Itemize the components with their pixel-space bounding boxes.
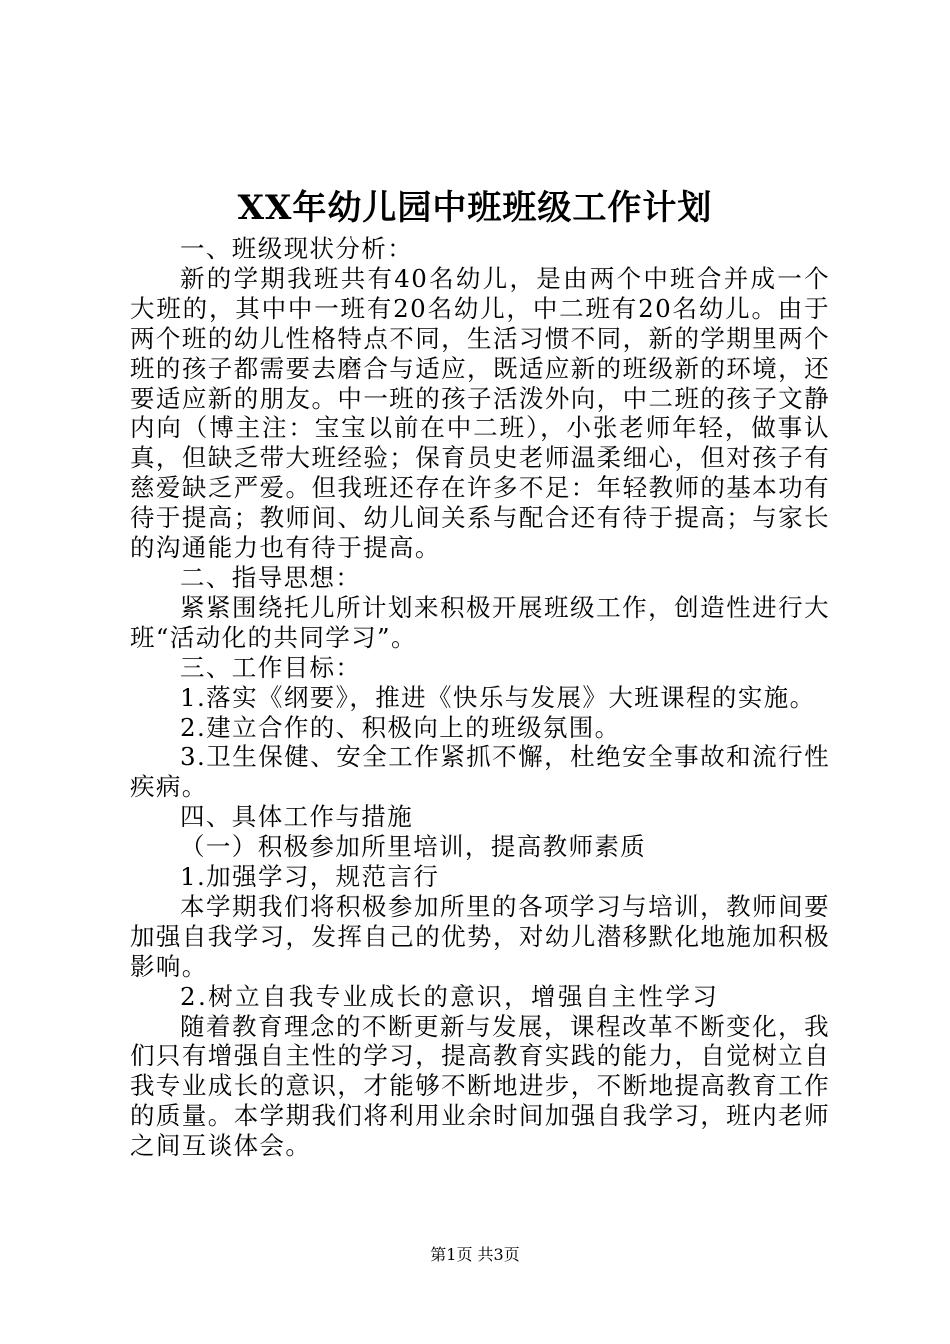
document-title: XX年幼儿园中班班级工作计划	[237, 188, 713, 228]
section-heading: 三、工作目标：	[180, 652, 362, 682]
list-item: 3.卫生保健、安全工作紧抓不懈，杜绝安全事故和流行性疾病。	[130, 742, 830, 802]
list-item: 1.落实《纲要》，推进《快乐与发展》大班课程的实施。	[180, 682, 816, 712]
document-body	[130, 234, 830, 1161]
body-paragraph: 新的学期我班共有40名幼儿，是由两个中班合并成一个大班的，其中中一班有20名幼儿，中二班有20名幼儿。由于两个班的幼儿性格特点不同，生活习惯不同，新的学期里两个班的孩子都需要去磨合与适应，既适应新的班级新的环境，还要适应新的朋友。中一班的孩子活泼外向，中二班的孩子文静内向（博主注：宝宝以前在中二班），小张老师年轻，做事认真，但缺乏带大班经验；保育员史老师温柔细心，但对孩子有慈爱缺乏严爱。但我班还存在许多不足：年轻教师的基本功有待于提高；教师间、幼儿间关系与配合还有待于提高；与家长的沟通能力也有待于提高。	[130, 263, 830, 563]
body-paragraph: 随着教育理念的不断更新与发展，课程改革不断变化，我们只有增强自主性的学习，提高教育实践的能力，自觉树立自我专业成长的意识，才能够不断地进步，不断地提高教育工作的质量。本学期我们将利用业余时间加强自我学习，班内老师之间互谈体会。	[130, 1011, 830, 1161]
subsection-heading: （一）积极参加所里培训，提高教师素质	[180, 832, 647, 862]
section-heading: 一、班级现状分析：	[180, 234, 414, 263]
section-heading: 二、指导思想：	[180, 562, 362, 592]
section-heading: 四、具体工作与措施	[180, 802, 414, 832]
list-item: 2.建立合作的、积极向上的班级氛围。	[180, 712, 621, 742]
body-paragraph: 本学期我们将积极参加所里的各项学习与培训，教师间要加强自我学习，发挥自己的优势，对幼儿潜移默化地施加积极影响。	[130, 891, 830, 981]
list-item: 2.树立自我专业成长的意识，增强自主性学习	[180, 981, 720, 1011]
body-paragraph: 紧紧围绕托儿所计划来积极开展班级工作，创造性进行大班“活动化的共同学习”。	[130, 592, 830, 652]
list-item: 1.加强学习，规范言行	[180, 862, 440, 892]
page-footer: 第1页 共3页	[430, 1245, 520, 1264]
